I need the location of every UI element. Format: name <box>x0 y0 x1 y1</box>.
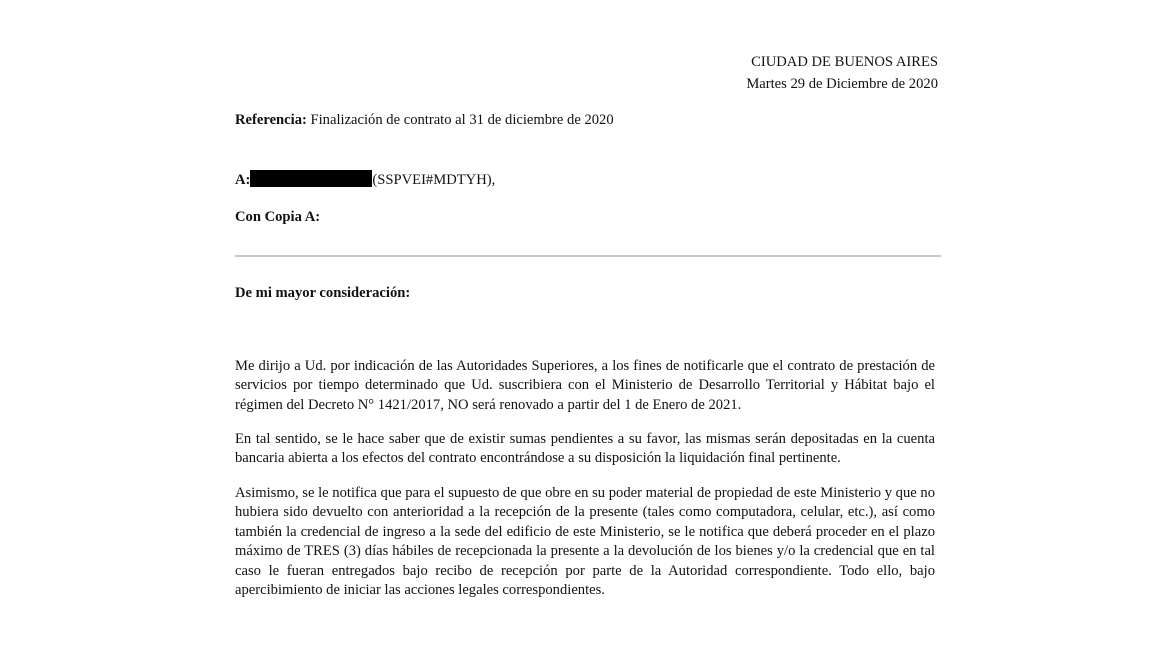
reference-text: Finalización de contrato al 31 de diciembre de 2020 <box>310 112 614 128</box>
date-line: Martes 29 de Diciembre de 2020 <box>746 76 938 92</box>
body-paragraph-2: En tal sentido, se le hace saber que de existir sumas pendientes a su favor, las mismas serán depositadas en la cuenta bancaria abierta a los efectos del contrato encontrándose a su disposición la liquidación final pertinente. <box>235 431 935 467</box>
redacted-name-block <box>250 170 372 187</box>
body-paragraph-1: Me dirijo a Ud. por indicación de las Autoridades Superiores, a los fines de notificarle que el contrato de prestación de servicios por tiempo determinado que Ud. suscribiera con el Ministerio de Desarrollo Territorial y Hábitat bajo el régimen del Decreto N° 1421/2017, NO será renovado a partir del 1 de Enero de 2021. <box>235 358 935 413</box>
separator-rule <box>235 255 941 257</box>
city-line: CIUDAD DE BUENOS AIRES <box>751 54 938 70</box>
addressee-suffix: (SSPVEI#MDTYH), <box>372 172 496 188</box>
salutation: De mi mayor consideración: <box>235 285 411 301</box>
body-paragraph-3: Asimismo, se le notifica que para el supuesto de que obre en su poder material de propiedad de este Ministerio y que no hubiera sido devuelto con anterioridad a la recepción de la presente (tales como computadora, celular, etc.), así como también la credencial de ingreso a la sede del edificio de este Ministerio, se le notifica que deberá proceder en el plazo máximo de TRES (3) días hábiles de recepcionada la presente a la devolución de los bienes y/o la credencial que en tal caso le fueran entregados bajo recibo de recepción por parte de la Autoridad correspondiente. Todo ello, bajo apercibimiento de iniciar las acciones legales correspondientes. <box>235 485 935 599</box>
letter-header <box>746 51 938 95</box>
addressee-line <box>235 170 495 189</box>
reference-line <box>235 112 614 129</box>
copy-line: Con Copia A: <box>235 209 321 225</box>
addressee-label: A: <box>235 172 251 188</box>
reference-label: Referencia: <box>235 112 307 128</box>
